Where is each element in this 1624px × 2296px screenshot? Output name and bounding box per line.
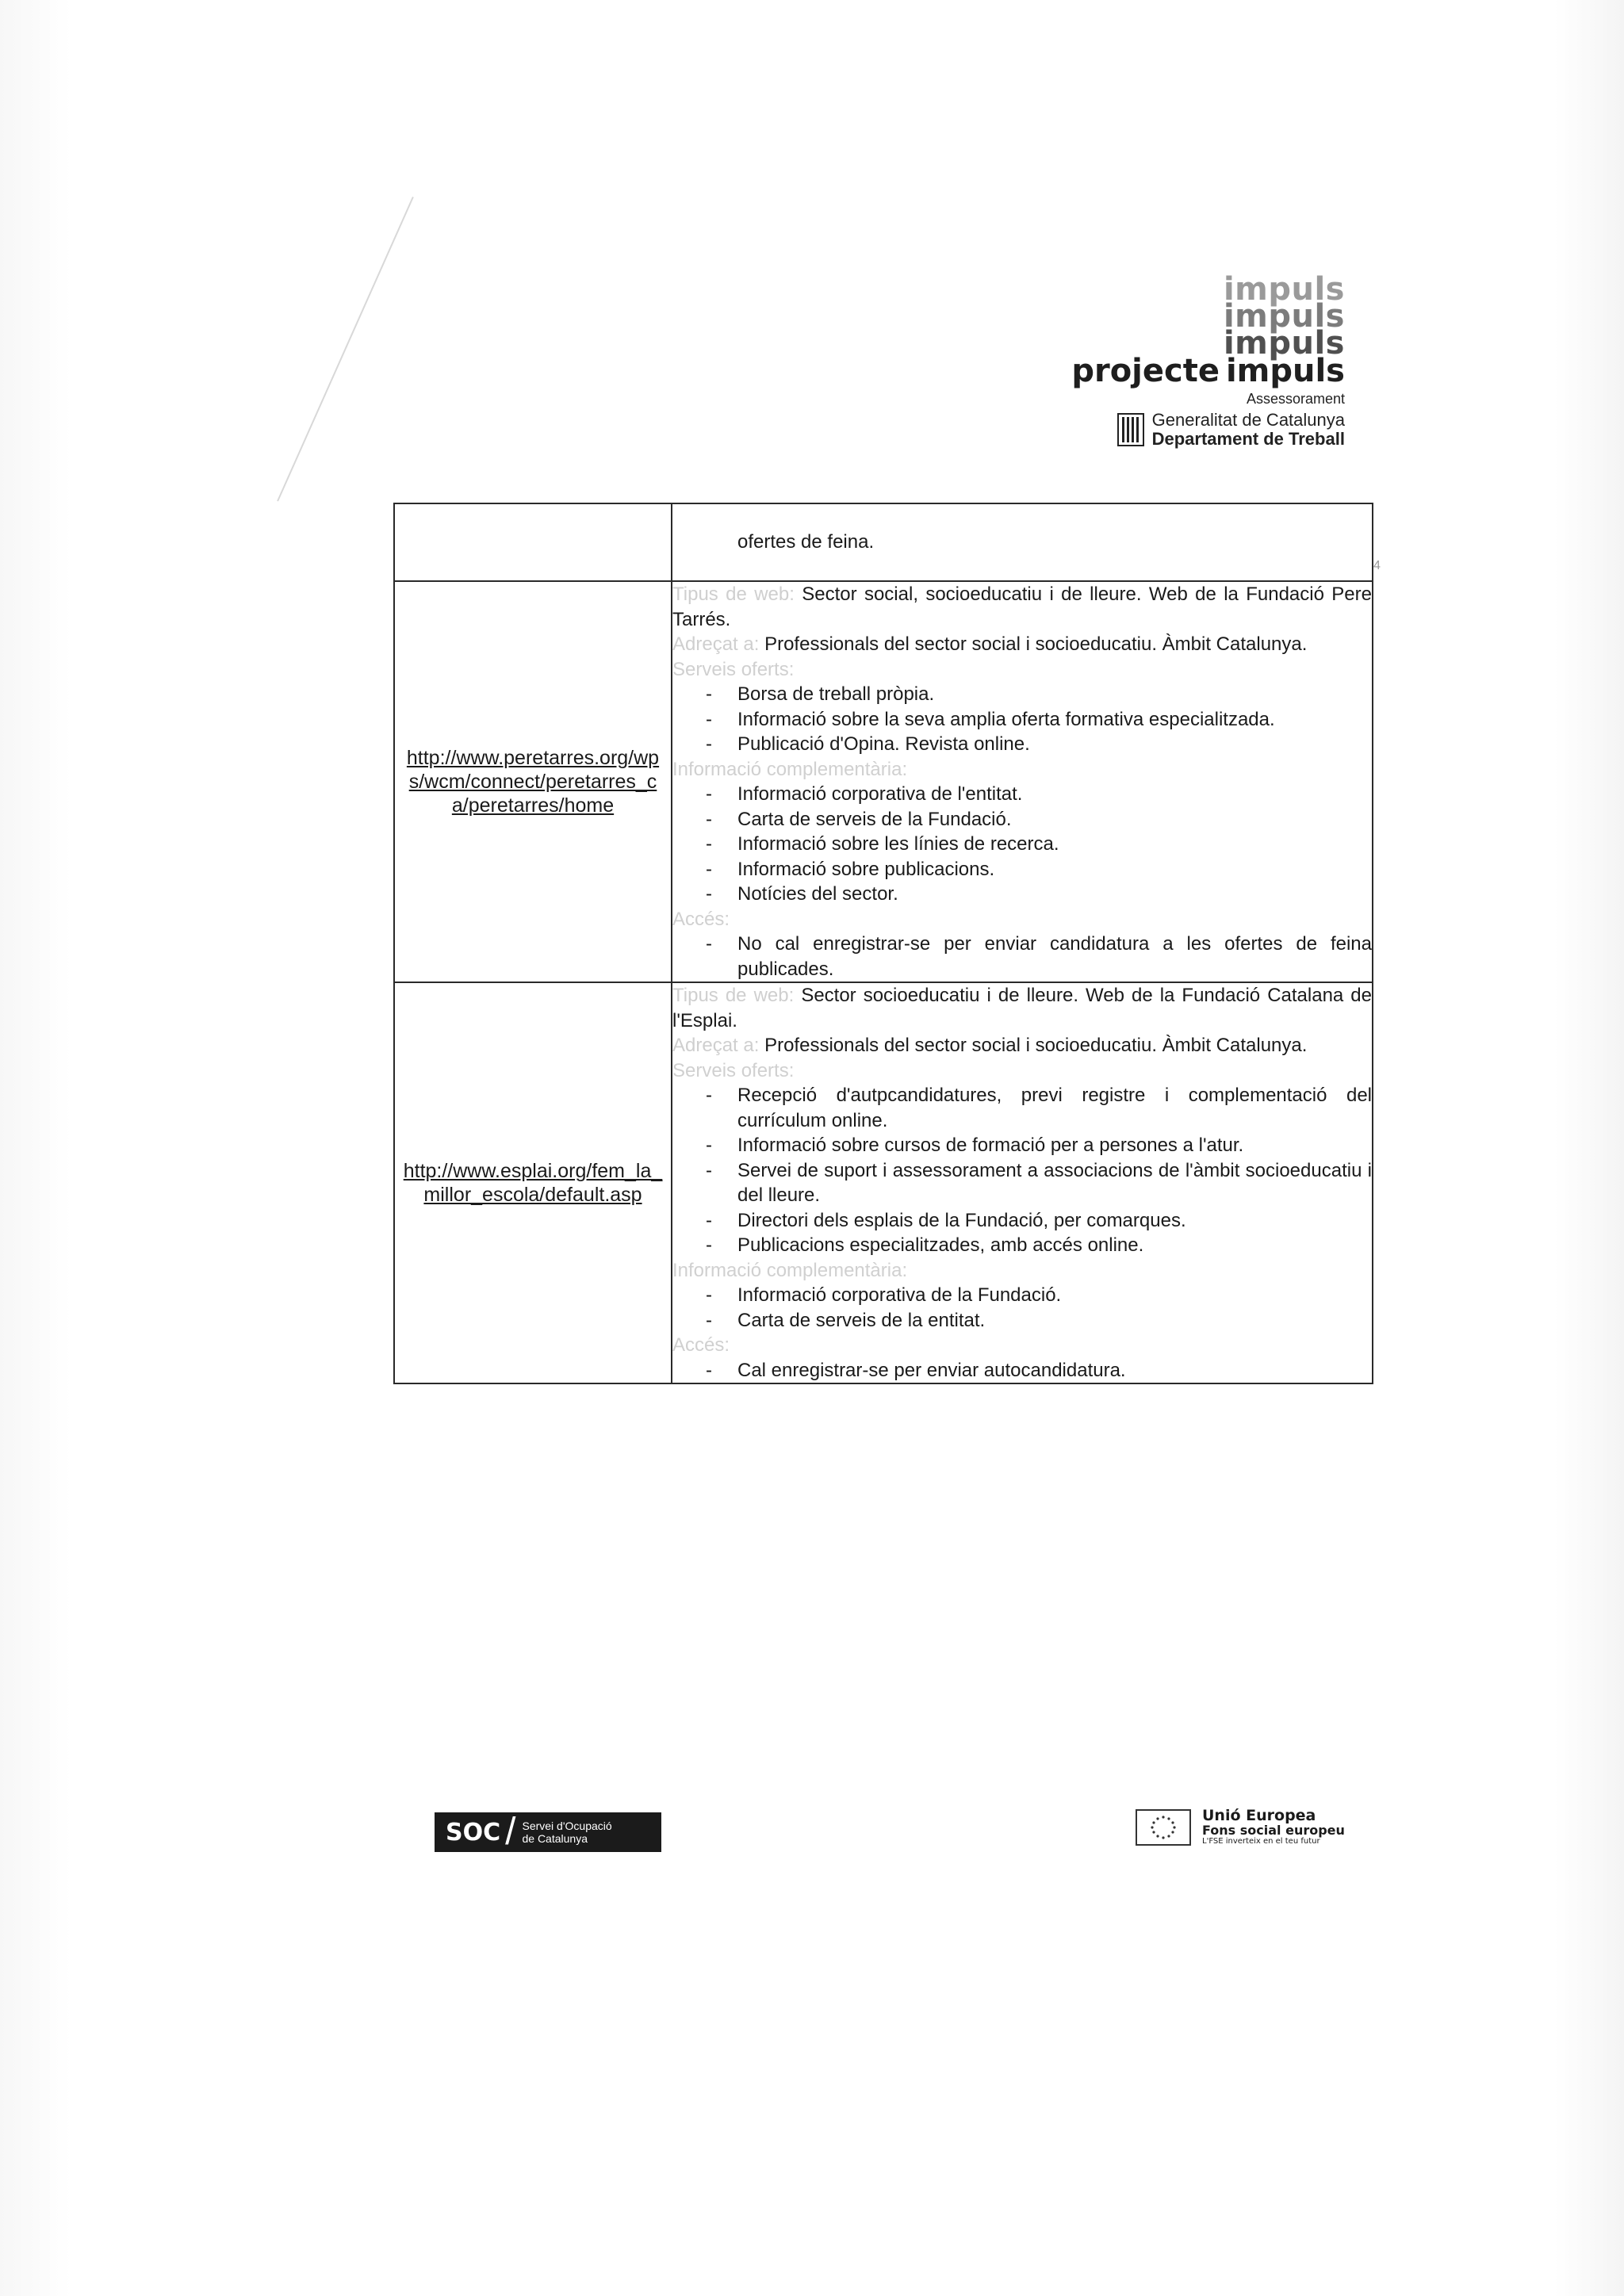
list-item: - Servei de suport i assessorament a associacions de l'àmbit socioeducatiu i del lleure. (672, 1158, 1372, 1208)
gencat-text (1152, 411, 1345, 449)
impuls-word-3: impuls (1223, 325, 1345, 362)
tipus-label: Tipus de web: (672, 584, 795, 605)
list-item: - Directori dels esplais de la Fundació, per comarques. (672, 1208, 1372, 1234)
list-item: - No cal enregistrar-se per enviar candidatura a les ofertes de feina publicades. (672, 932, 1372, 982)
list-item: - Informació corporativa de la Fundació. (672, 1283, 1372, 1308)
list-item: - Publicació d'Opina. Revista online. (672, 732, 1372, 757)
eu-text (1202, 1808, 1345, 1846)
slash-icon: / (505, 1811, 516, 1853)
adrecat-paragraph (672, 1033, 1372, 1058)
list-item: - Notícies del sector. (672, 882, 1372, 907)
department-name: Departament de Treball (1151, 429, 1345, 449)
gencat-brand (1071, 411, 1345, 449)
url-cell-empty (394, 503, 672, 581)
list-item: - Informació sobre les línies de recerca. (672, 832, 1372, 857)
list-item: - Publicacions especialitzades, amb accés online. (672, 1233, 1372, 1258)
description-cell (672, 581, 1373, 982)
table-row-esplai (394, 982, 1373, 1383)
info-list (672, 782, 1372, 907)
tipus-text: Sector social, socioeducatiu i de lleure. Web de la Fundació Pere Tarrés. (672, 584, 1372, 630)
serveis-label: Serveis oferts: (672, 658, 795, 680)
info-label: Informació complementària: (672, 758, 908, 780)
website-link[interactable]: http://www.peretarres.org/wps/wcm/connect/peretarres_ca/peretarres/home (406, 747, 660, 817)
soc-wordmark: SOC (446, 1818, 501, 1846)
table-row-continuation (394, 503, 1373, 581)
acces-label: Accés: (672, 908, 730, 930)
adrecat-text: Professionals del sector social i socioeducatiu. Àmbit Catalunya. (764, 633, 1308, 655)
continuation-text: ofertes de feina. (737, 531, 875, 553)
list-item: - Informació sobre publicacions. (672, 857, 1372, 882)
list-item: - Informació sobre la seva amplia oferta formativa especialitzada. (672, 707, 1372, 733)
eu-logo (1136, 1808, 1345, 1846)
list-item: - Carta de serveis de la entitat. (672, 1308, 1372, 1334)
adrecat-text: Professionals del sector social i socioeducatiu. Àmbit Catalunya. (764, 1035, 1308, 1056)
soc-subtitle-line-2: de Catalunya (522, 1832, 588, 1845)
description-cell (672, 982, 1373, 1383)
continuation-cell (672, 503, 1373, 581)
eu-subtitle: Fons social europeu (1202, 1823, 1345, 1838)
serveis-label: Serveis oferts: (672, 1059, 795, 1081)
eu-tagline: L'FSE inverteix en el teu futur (1202, 1837, 1320, 1846)
acces-label: Accés: (672, 1334, 730, 1356)
projecte-impuls-row (1071, 353, 1345, 389)
assessorament-label: Assessorament (1246, 391, 1345, 407)
impuls-word-1: impuls (1223, 271, 1345, 308)
page-number: 4 (1373, 559, 1381, 572)
info-list (672, 1283, 1372, 1333)
websites-table (393, 503, 1373, 1384)
serveis-list (672, 682, 1372, 757)
adrecat-paragraph (672, 632, 1372, 657)
acces-list (672, 932, 1372, 982)
soc-subtitle (522, 1820, 611, 1845)
website-link[interactable]: http://www.esplai.org/fem_la_millor_escola/default.asp (403, 1160, 663, 1206)
projecte-impuls-logo (1071, 271, 1345, 449)
tipus-text: Sector socioeducatiu i de lleure. Web de la Fundació Catalana de l'Esplai. (672, 985, 1372, 1031)
eu-title: Unió Europea (1202, 1807, 1316, 1824)
list-item: - Informació sobre cursos de formació per a persones a l'atur. (672, 1133, 1372, 1158)
generalitat-emblem-icon (1117, 412, 1144, 447)
acces-list (672, 1358, 1372, 1383)
impuls-word-4: impuls (1225, 353, 1345, 389)
tipus-paragraph (672, 582, 1372, 632)
adrecat-label: Adreçat a: (672, 633, 760, 655)
list-item: - Informació corporativa de l'entitat. (672, 782, 1372, 807)
tipus-label: Tipus de web: (672, 985, 795, 1006)
info-label: Informació complementària: (672, 1259, 908, 1281)
gencat-name: Generalitat de Catalunya (1151, 410, 1345, 430)
url-cell (394, 982, 672, 1383)
tipus-paragraph (672, 983, 1372, 1033)
serveis-list (672, 1083, 1372, 1258)
list-item: - Recepció d'autpcandidatures, previ registre i complementació del currículum online. (672, 1083, 1372, 1133)
projecte-word: projecte (1071, 353, 1220, 389)
soc-subtitle-line-1: Servei d'Ocupació (522, 1820, 612, 1832)
eu-flag-icon (1136, 1809, 1191, 1846)
list-item: - Borsa de treball pròpia. (672, 682, 1372, 707)
list-item: - Carta de serveis de la Fundació. (672, 807, 1372, 832)
soc-logo (435, 1812, 661, 1852)
table-row-peretarres (394, 581, 1373, 982)
url-cell (394, 581, 672, 982)
impuls-word-2: impuls (1223, 298, 1345, 335)
list-item: - Cal enregistrar-se per enviar autocandidatura. (672, 1358, 1372, 1383)
adrecat-label: Adreçat a: (672, 1035, 760, 1056)
